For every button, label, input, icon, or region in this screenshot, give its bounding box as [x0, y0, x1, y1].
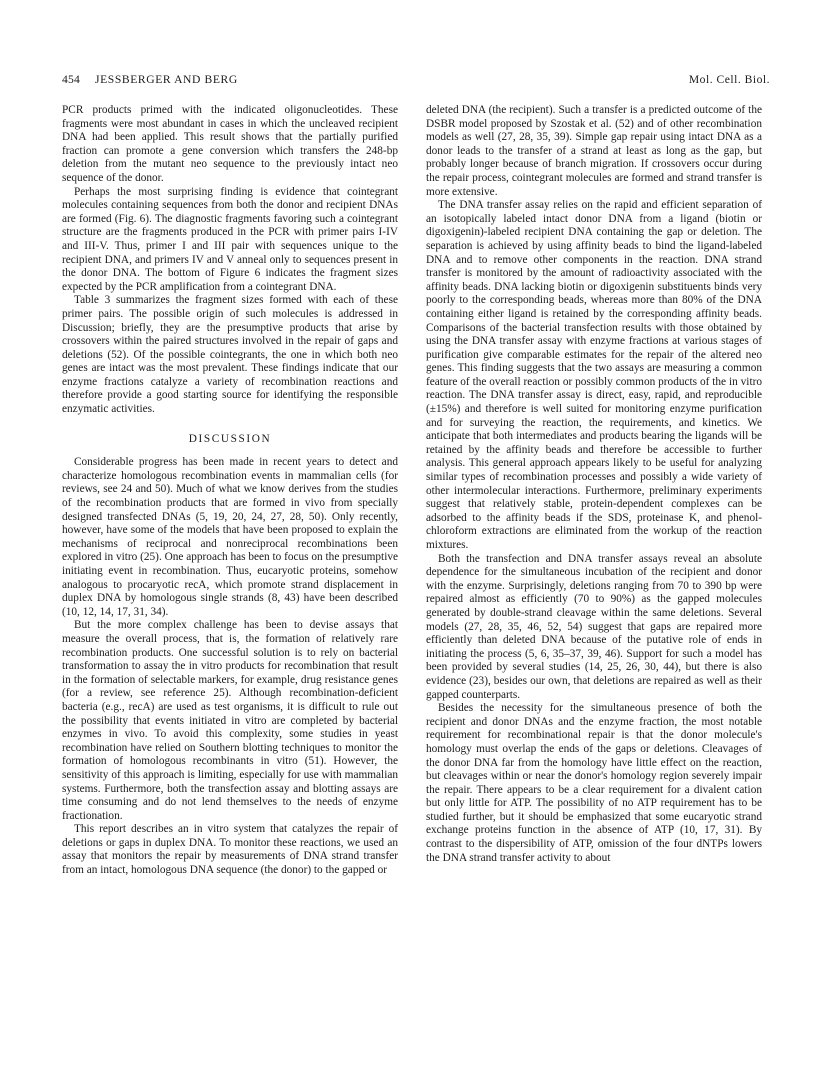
paragraph: Perhaps the most surprising finding is evidence that cointegrant molecules containing sequences from both the donor and recipient DNAs are formed (Fig. 6). The diagnostic fragments favoring such a cointegrant structure are the fragments produced in the PCR with primer pairs I-IV and III-V. Thus, primer I and III pair with sequences unique to the recipient DNA, and primers IV and V anneal only to sequences present in the donor DNA. The bottom of Figure 6 indicates the fragment sizes expected by the PCR amplification from a cointegrant DNA. [62, 185, 398, 293]
page-number: 454 [62, 73, 80, 86]
paragraph: But the more complex challenge has been to devise assays that measure the overall process, that is, the formation of relatively rare recombination products. One successful solution is to rely on bacterial transformation to assay the in vitro products for recombination that result in the formation of selectable markers, for example, drug resistance genes (for a review, see reference 25). Although recombination-deficient bacteria (e.g., recA) are used as test organisms, it is difficult to rule out the possibility that events initiated in vitro are completed by bacterial enzymes in vivo. To avoid this complexity, some studies in yeast recombination have relied on Southern blotting techniques to monitor the formation of homologous recombinants in vitro (51). However, the sensitivity of this approach is limiting, especially for use with mammalian systems. Furthermore, both the transfection assay and blotting assays are time consuming and do not lend themselves to the needs of enzyme fractionation. [62, 619, 398, 822]
paragraph: Table 3 summarizes the fragment sizes formed with each of these primer pairs. The possible origin of such molecules is addressed in Discussion; briefly, they are the presumptive products that arise by crossovers within the paired structures involved in the repair of gaps and deletions (52). Of the possible cointegrants, the one in which both neo genes are intact was the most prevalent. These findings indicate that our enzyme fractions catalyze a variety of recombination reactions and therefore provide a good starting source for identifying the responsible enzymatic activities. [62, 294, 398, 416]
paragraph: deleted DNA (the recipient). Such a transfer is a predicted outcome of the DSBR model proposed by Szostak et al. (52) and of other recombination models as well (27, 28, 35, 39). Simple gap repair using intact DNA as a donor leads to the transfer of a strand at least as long as the gap, but probably longer because of branch migration. If crossovers occur during the repair process, cointegrant molecules are formed and strand transfer is more extensive. [426, 104, 762, 198]
paragraph: Besides the necessity for the simultaneous presence of both the recipient and donor DNAs and the enzyme fraction, the most notable requirement for recombinational repair is that the donor molecule's homology must overlap the ends of the gaps or deletions. Cleavages of the donor DNA far from the homology have little effect on the reaction, but cleavages within or near the donor's homology region severely impair the repair. There appears to be a clear requirement for a divalent cation but only little for ATP. The possibility of no ATP requirement has to be studied further, but it should be emphasized that some eucaryotic strand exchange proteins function in the absence of ATP (10, 17, 31). By contrast to the dispersibility of ATP, omission of the four dNTPs lowers the DNA strand transfer activity to about [426, 702, 762, 864]
paragraph: Considerable progress has been made in recent years to detect and characterize homologous recombination events in mammalian cells (for reviews, see 24 and 50). Much of what we know derives from the studies of the recombination products that are formed in vivo from specially designed transfected DNAs (5, 19, 20, 24, 27, 28, 50). Only recently, however, have some of the models that have been proposed to explain the mechanisms of reciprocal and nonreciprocal recombinations been explored in vitro (25). One approach has been to focus on the presumptive initiating event in recombination. Thus, eucaryotic proteins, somehow analogous to procaryotic recA, which promote strand displacement in duplex DNA by homologous single strands (8, 43) have been described (10, 12, 14, 17, 31, 34). [62, 456, 398, 618]
section-heading-discussion: DISCUSSION [188, 432, 272, 445]
paragraph: PCR products primed with the indicated oligonucleotides. These fragments were most abundant in cases in which the uncleaved recipient DNA had been applied. This result shows that the partially purified fraction can promote a gene conversion which transfers the 248-bp deletion from the mutant neo sequence to the previously intact neo sequence of the donor. [62, 104, 398, 184]
running-head-authors: JESSBERGER AND BERG [95, 73, 238, 86]
paragraph: This report describes an in vitro system that catalyzes the repair of deletions or gaps in duplex DNA. To monitor these reactions, we used an assay that monitors the repair by measurements of DNA strand transfer from an intact, homologous DNA sequence (the donor) to the gapped or [62, 823, 398, 877]
running-head-journal: Mol. Cell. Biol. [688, 73, 770, 86]
left-column [62, 104, 398, 878]
running-header [62, 73, 770, 89]
paragraph: Both the transfection and DNA transfer assays reveal an absolute dependence for the simultaneous incubation of the recipient and donor with the enzyme. Surprisingly, deletions ranging from 70 to 390 bp were repaired almost as efficiently (70 to 90%) as the gapped molecules generated by double-strand cleavage within the same deletions. Several models (27, 28, 35, 46, 52, 54) suggest that gaps are repaired more efficiently than deleted DNA because of the putative role of ends in initiating the process (5, 6, 35–37, 39, 46). Support for such a model has been provided by several studies (14, 25, 26, 30, 44), but there is also evidence (23), besides our own, that deletions are repaired as well as their gapped counterparts. [426, 552, 762, 701]
right-column [426, 104, 762, 865]
paragraph: The DNA transfer assay relies on the rapid and efficient separation of an isotopically labeled intact donor DNA from a ligand (biotin or digoxigenin)-labeled recipient DNA containing the gap or deletion. The separation is achieved by using affinity beads to bind the ligand-labeled DNA and to remove other components in the reaction. DNA strand transfer is monitored by the amount of radioactivity associated with the affinity beads. DNA lacking biotin or digoxigenin substituents binds very poorly to the corresponding beads, whereas more than 80% of the DNA containing either ligand is retained by the corresponding affinity beads. Comparisons of the bacterial transfection results with those obtained by using the DNA transfer assay with enzyme fractions at various stages of purification give comparable estimates for the repair of the altered neo genes. This finding suggests that the two assays are measuring a common feature of the overall reaction or possibly common products of the in vitro reaction. The DNA transfer assay is direct, easy, rapid, and reproducible (±15%) and therefore is well suited for monitoring enzyme purification and for surveying the reaction, the requirements, and kinetics. We anticipate that both intermediates and products bearing the ligands will be retained by the affinity beads and therefore be accessible to further analysis. This general approach appears likely to be useful for analyzing similar types of recombination processes and possibly a wide variety of other intermolecular interactions. Furthermore, preliminary experiments suggest that relatively stable, protein-dependent complexes can be adsorbed to the affinity beads if the SDS, proteinase K, and phenol-chloroform extractions are eliminated from the workup of the reaction mixtures. [426, 199, 762, 551]
